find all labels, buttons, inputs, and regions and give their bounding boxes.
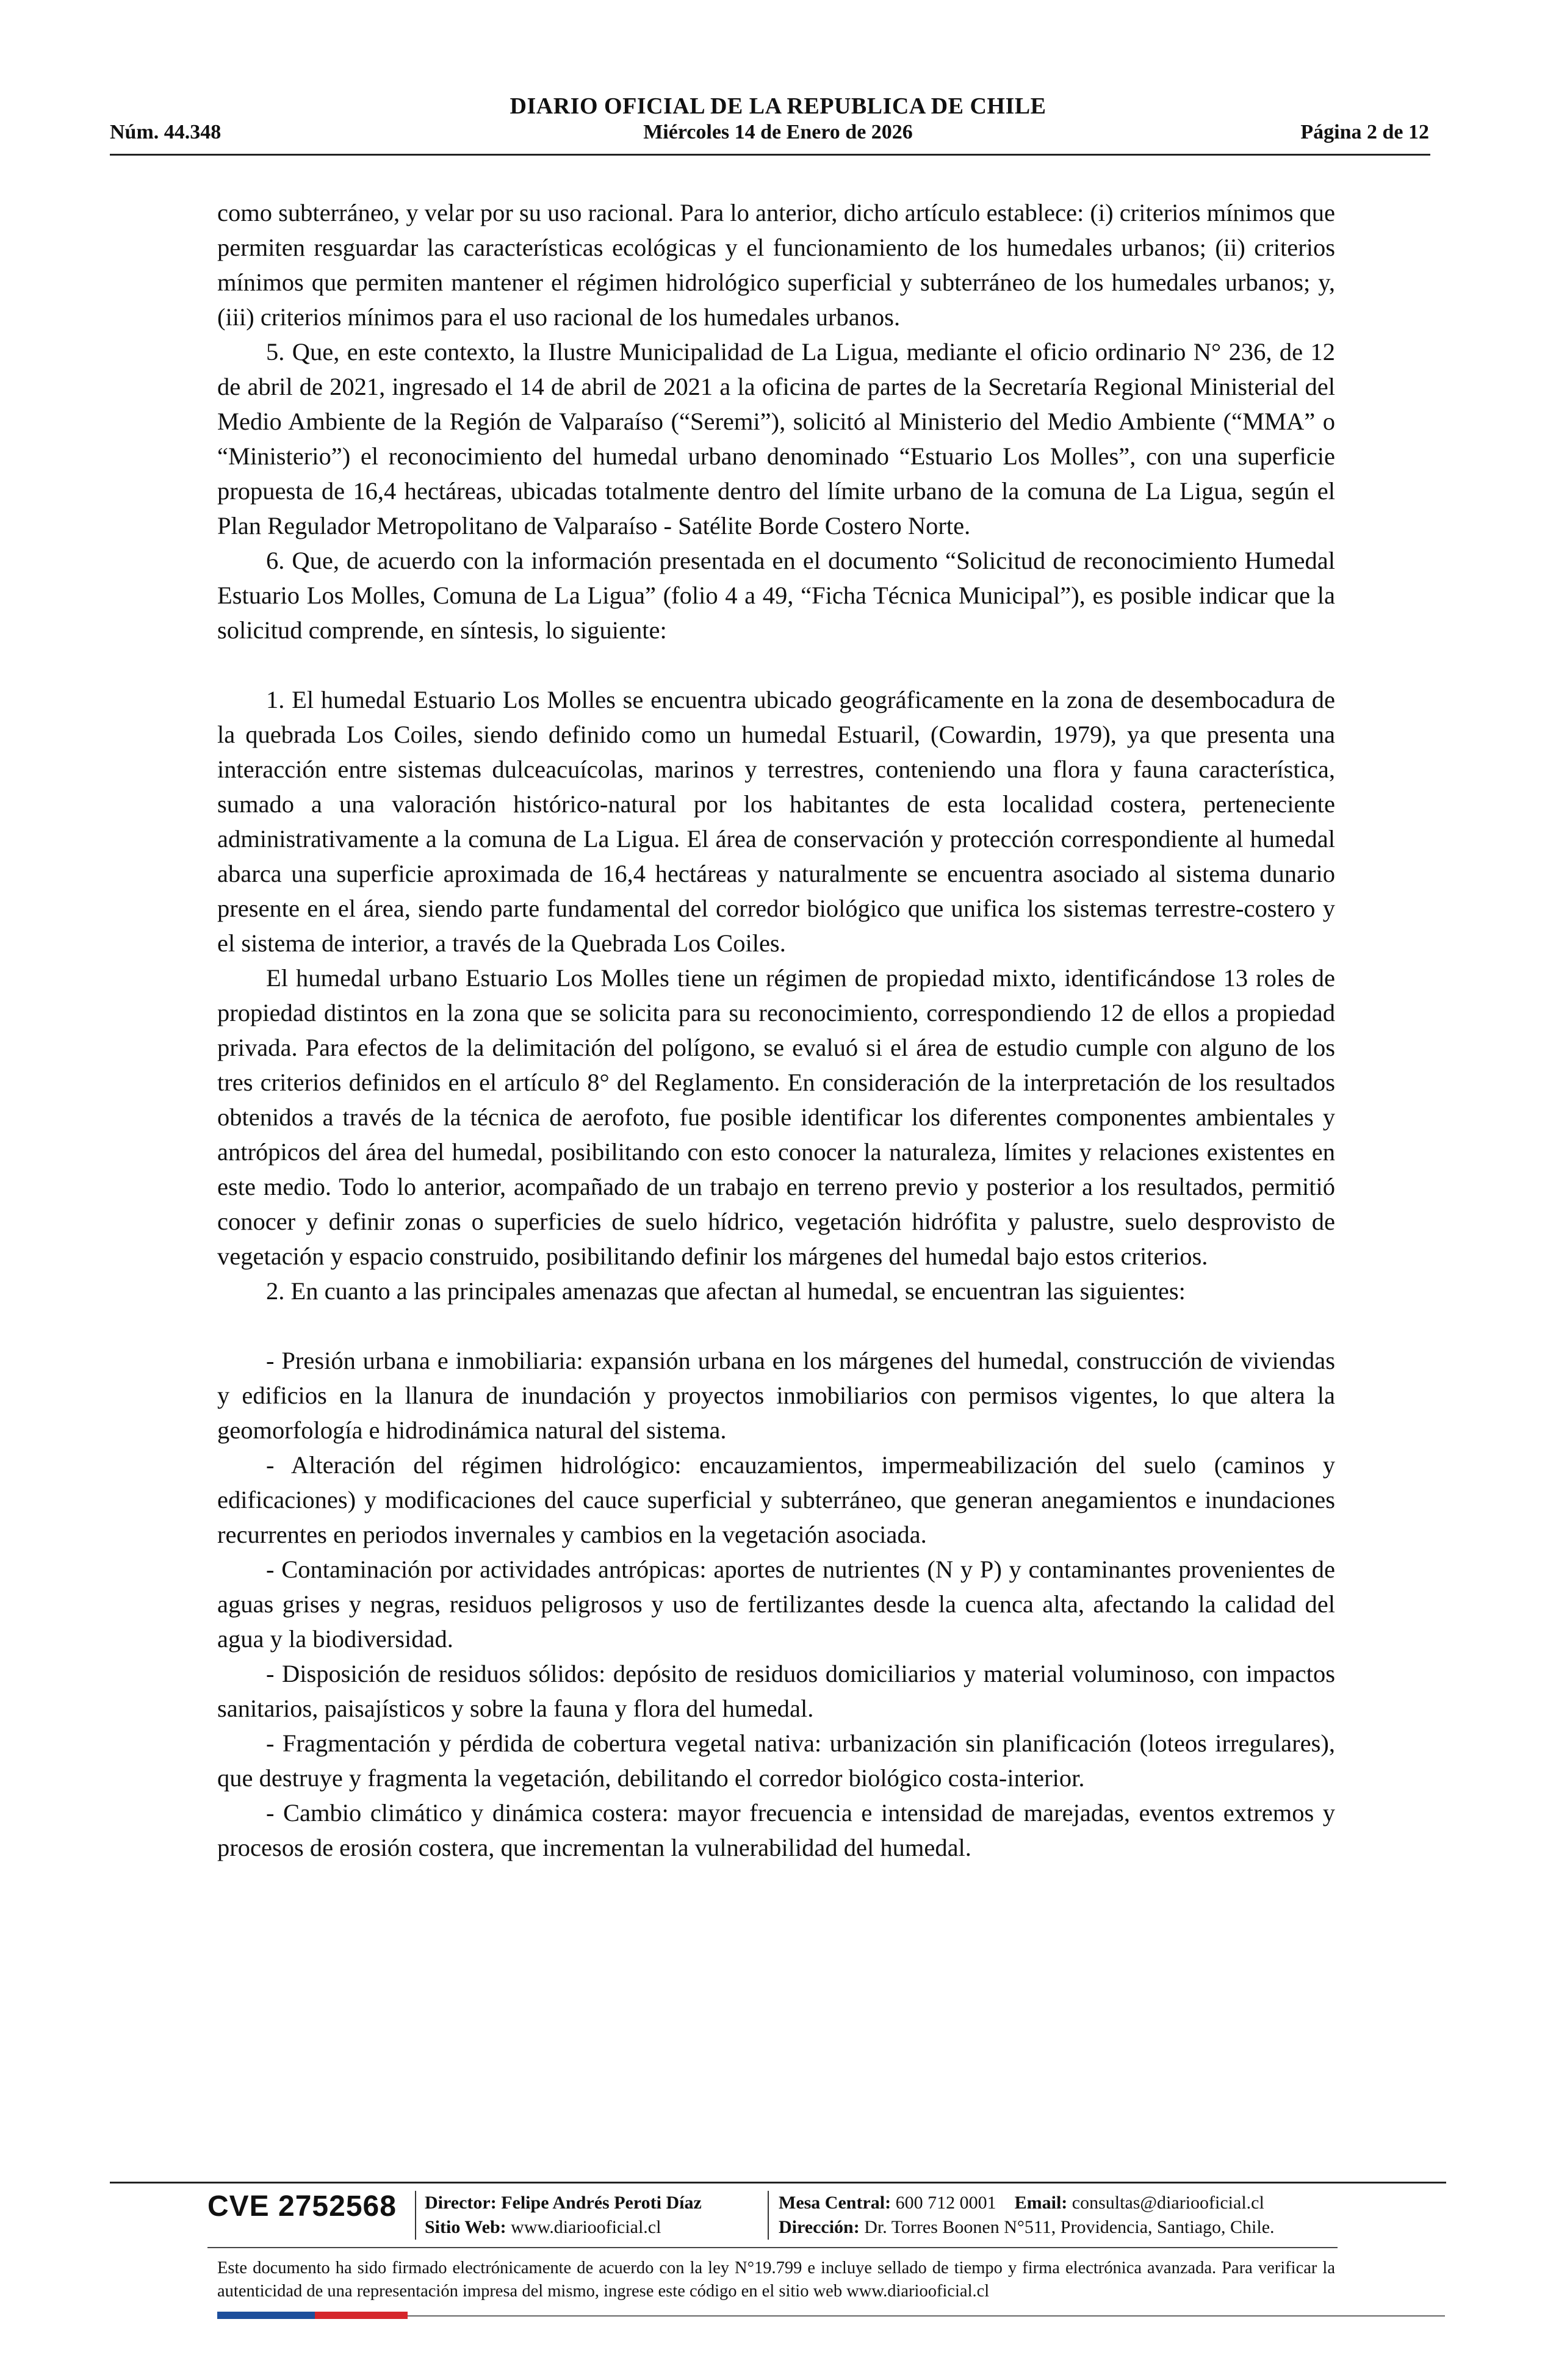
issue-number: Núm. 44.348: [110, 121, 222, 143]
cve-code: CVE 2752568: [207, 2190, 397, 2223]
website-link[interactable]: www.diariooficial.cl: [511, 2217, 661, 2237]
newspaper-title: DIARIO OFICIAL DE LA REPUBLICA DE CHILE: [510, 93, 1046, 119]
threat-urban-pressure: - Presión urbana e inmobiliaria: expansión urbana en los márgenes del humedal, construcción de viviendas y edificios en la llanura de inundación y proyectos inmobiliarios con permisos vigentes, lo que altera la geomorfología e hidrodinámica natural del sistema.: [217, 1347, 1335, 1444]
footer-divider-bottom: [408, 2315, 1445, 2317]
website-label: Sitio Web:: [425, 2217, 506, 2237]
director-name: Felipe Andrés Peroti Díaz: [501, 2193, 702, 2213]
item-2: 2. En cuanto a las principales amenazas que afectan al humedal, se encuentran las siguientes:: [266, 1277, 1186, 1305]
threat-hydrology: - Alteración del régimen hidrológico: encauzamientos, impermeabilización del suelo (caminos y edificaciones) y modificaciones del cauce superficial y subterráneo, que generan anegamientos e inundaciones recurrentes en periodos invernales y cambios en la vegetación asociada.: [217, 1451, 1335, 1548]
footer-divider-middle: [207, 2247, 1338, 2248]
address-label: Dirección:: [779, 2217, 860, 2237]
item-1: 1. El humedal Estuario Los Molles se encuentra ubicado geográficamente en la zona de desembocadura de la quebrada Los Coiles, siendo definido como un humedal Estuaril, (Cowardin, 1979), ya que presenta una interacción entre sistemas dulceacuícolas, marinos y terrestres, conteniendo una flora y fauna característica, sumado a una valoración histórico-natural por los habitantes de esta localidad costera, perteneciente administrativamente a la comuna de La Ligua. El área de conservación y protección correspondiente al humedal abarca una superficie aproximada de 16,4 hectáreas y naturalmente se encuentra asociado al sistema dunario presente en el área, siendo parte fundamental del corredor biológico que unifica los sistemas terrestre-costero y el sistema de interior, a través de la Quebrada Los Coiles.: [217, 686, 1335, 957]
email-label: Email:: [1014, 2193, 1068, 2213]
flag-stripe-red: [315, 2312, 408, 2319]
footer-separator: [768, 2191, 769, 2240]
phone-label: Mesa Central:: [779, 2193, 891, 2213]
footer-director-block: [425, 2191, 702, 2240]
footer-divider-top: [110, 2182, 1446, 2183]
threat-fragmentation: - Fragmentación y pérdida de cobertura vegetal nativa: urbanización sin planificación (loteos irregulares), que destruye y fragmenta la vegetación, debilitando el corredor biológico costa-interior.: [217, 1729, 1335, 1792]
page-indicator: Página 2 de 12: [1300, 121, 1429, 143]
signature-notice: Este documento ha sido firmado electrónicamente de acuerdo con la ley N°19.799 e incluye sellado de tiempo y firma electrónica avanzada. Para verificar la autenticidad de una representación impresa del mismo, ingrese este código en el sitio web www.diariooficial.cl: [217, 2259, 1335, 2301]
paragraph-intro: como subterráneo, y velar por su uso racional. Para lo anterior, dicho artículo establece: (i) criterios mínimos que permiten resguardar las características ecológicas y el funcionamiento de los humedales urbanos; (ii) criterios mínimos que permiten mantener el régimen hidrológico superficial y subterráneo de los humedales urbanos; y, (iii) criterios mínimos para el uso racional de los humedales urbanos.: [217, 199, 1335, 331]
threat-solid-waste: - Disposición de residuos sólidos: depósito de residuos domiciliarios y material voluminoso, con impactos sanitarios, paisajísticos y sobre la fauna y flora del humedal.: [217, 1660, 1335, 1722]
footer-contact-block: [779, 2191, 1275, 2240]
paragraph-5: 5. Que, en este contexto, la Ilustre Municipalidad de La Ligua, mediante el oficio ordinario N° 236, de 12 de abril de 2021, ingresado el 14 de abril de 2021 a la oficina de partes de la Secretaría Regional Ministerial del Medio Ambiente de la Región de Valparaíso (“Seremi”), solicitó al Ministerio del Medio Ambiente (“MMA” o “Ministerio”) el reconocimiento del humedal urbano denominado “Estuario Los Molles”, con una superficie propuesta de 16,4 hectáreas, ubicadas totalmente dentro del límite urbano de la comuna de La Ligua, según el Plan Regulador Metropolitano de Valparaíso - Satélite Borde Costero Norte.: [217, 338, 1335, 539]
header-divider: [110, 154, 1430, 156]
threat-contamination: - Contaminación por actividades antrópicas: aportes de nutrientes (N y P) y contaminantes provenientes de aguas grises y negras, residuos peligrosos y uso de fertilizantes desde la cuenca alta, afectando la calidad del agua y la biodiversidad.: [217, 1556, 1335, 1653]
footer-separator: [415, 2191, 416, 2240]
director-label: Director:: [425, 2193, 497, 2213]
item-1-continued: El humedal urbano Estuario Los Molles tiene un régimen de propiedad mixto, identificándose 13 roles de propiedad distintos en la zona que se solicita para su reconocimiento, correspondiendo 12 de ellos a propiedad privada. Para efectos de la delimitación del polígono, se evaluó si el área de estudio cumple con alguno de los tres criterios definidos en el artículo 8° del Reglamento. En consideración de la interpretación de los resultados obtenidos a través de la técnica de aerofoto, fue posible identificar los diferentes componentes ambientales y antrópicos del área del humedal, posibilitando con esto conocer la naturaleza, límites y relaciones existentes en este medio. Todo lo anterior, acompañado de un trabajo en terreno previo y posterior a los resultados, permitió conocer y definir zonas o superficies de suelo hídrico, vegetación hidrófita y palustre, suelo desprovisto de vegetación y espacio construido, posibilitando definir los márgenes del humedal bajo estos criterios.: [217, 964, 1335, 1270]
paragraph-6: 6. Que, de acuerdo con la información presentada en el documento “Solicitud de reconocimiento Humedal Estuario Los Molles, Comuna de La Ligua” (folio 4 a 49, “Ficha Técnica Municipal”), es posible indicar que la solicitud comprende, en síntesis, lo siguiente:: [217, 547, 1335, 644]
threat-climate-change: - Cambio climático y dinámica costera: mayor frecuencia e intensidad de marejadas, eventos extremos y procesos de erosión costera, que incrementan la vulnerabilidad del humedal.: [217, 1799, 1335, 1861]
issue-date: Miércoles 14 de Enero de 2026: [643, 121, 913, 143]
address-text: Dr. Torres Boonen N°511, Providencia, Santiago, Chile.: [864, 2217, 1275, 2237]
flag-stripe-blue: [217, 2312, 315, 2319]
document-body: [217, 195, 1335, 1865]
phone-number: 600 712 0001: [895, 2193, 996, 2213]
email-link[interactable]: consultas@diariooficial.cl: [1072, 2193, 1264, 2213]
